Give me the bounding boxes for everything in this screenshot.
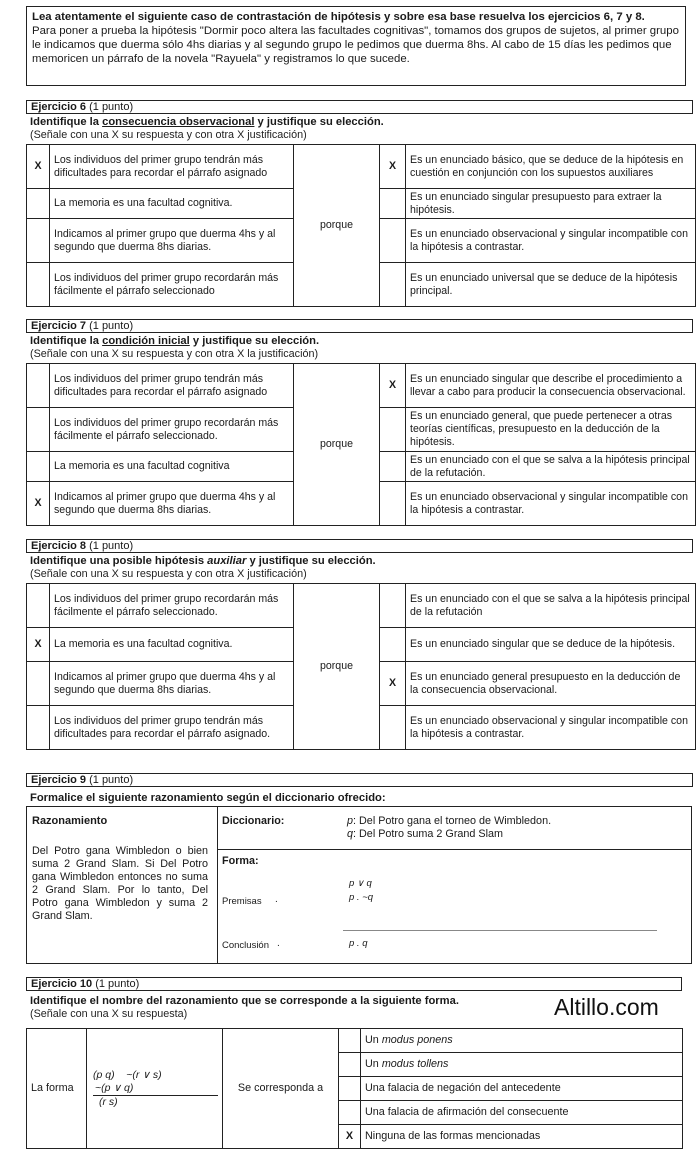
ex9-title: Ejercicio 9 xyxy=(31,774,87,786)
ex8-left-option: Los individuos del primer grupo tendrán más dificultades para recordar el párrafo asignado. xyxy=(50,706,294,750)
ex8-right-mark[interactable] xyxy=(380,584,406,628)
dict-entry xyxy=(347,815,551,828)
intro-body: Para poner a prueba la hipótesis "Dormir poco altera las facultades cognitivas", tomamos dos grupos de sujetos, al primer grupo le indicamos que duerma sólo 4hs diarias y al segundo grupo le pedimos que duerma 8hs. Al cabo de 15 días les pedimos que memoricen un párrafo de la novela "Rayuela" y registramos lo que sucede. xyxy=(32,25,679,65)
ex7-right-option: Es un enunciado general, que puede pertenecer a otras teorías científicas, presupuesto en la deducción de la hipótesis. xyxy=(406,408,696,452)
ex6-left-option: Los individuos del primer grupo recordarán más fácilmente el párrafo seleccionado xyxy=(50,263,294,307)
ex6-question xyxy=(30,116,384,129)
option-mark[interactable] xyxy=(339,1029,361,1053)
option-text: Un xyxy=(365,1034,382,1046)
option-em: modus tollens xyxy=(381,1058,449,1070)
ex10-title: Ejercicio 10 xyxy=(31,978,93,990)
ex7-subtitle: (Señale con una X su respuesta y con otra X la justificación) xyxy=(30,348,319,360)
conclusion-dot: . xyxy=(277,938,280,949)
ex8-right-mark[interactable] xyxy=(380,706,406,750)
altillo-logo[interactable]: Altillo.com xyxy=(554,994,659,1020)
ex8-right-option: Es un enunciado observacional y singular incompatible con la hipótesis a contrastar. xyxy=(406,706,696,750)
option-mark[interactable] xyxy=(339,1077,361,1101)
ex7-left-mark[interactable] xyxy=(27,408,50,452)
option-label: Una falacia de negación del antecedente xyxy=(361,1077,683,1101)
ex8-q-pre: Identifique una posible hipótesis xyxy=(30,555,208,567)
option-em: modus ponens xyxy=(381,1034,453,1046)
ex8-right-mark[interactable] xyxy=(380,628,406,662)
ex6-left-mark[interactable] xyxy=(27,189,50,219)
ex10-points: (1 punto) xyxy=(92,978,140,990)
razonamiento-label: Razonamiento xyxy=(32,815,108,827)
ex7-title: Ejercicio 7 xyxy=(31,320,87,332)
la-forma-label: La forma xyxy=(27,1029,87,1149)
ex8-connector: porque xyxy=(294,584,380,750)
ex8-right-option: Es un enunciado singular que se deduce de la hipótesis. xyxy=(406,628,696,662)
ex9-instructions xyxy=(30,792,386,805)
ex7-left-mark[interactable]: X xyxy=(27,482,50,526)
ex6-title: Ejercicio 6 xyxy=(31,101,87,113)
ex6-q-post: y justifique su elección. xyxy=(254,116,384,128)
ex7-left-mark[interactable] xyxy=(27,364,50,408)
ex6-left-option: Indicamos al primer grupo que duerma 4hs y al segundo que duerma 8hs diarias. xyxy=(50,219,294,263)
ex6-instructions xyxy=(30,116,384,142)
ex7-left-option: La memoria es una facultad cognitiva xyxy=(50,452,294,482)
ex8-points: (1 punto) xyxy=(86,540,134,552)
ex8-right-option: Es un enunciado con el que se salva a la hipótesis principal de la refutación xyxy=(406,584,696,628)
formula-line-3: (r s) xyxy=(99,1095,118,1108)
ex8-left-option: Los individuos del primer grupo recordarán más fácilmente el párrafo seleccionado. xyxy=(50,584,294,628)
ex6-right-option: Es un enunciado básico, que se deduce de la hipótesis en cuestión en conjunción con los supuestos auxiliares xyxy=(406,145,696,189)
ex10-table xyxy=(26,1028,683,1149)
ex10-subtitle: (Señale con una X su respuesta) xyxy=(30,1008,188,1020)
intro-box xyxy=(26,6,686,86)
ex10-instructions xyxy=(30,995,459,1021)
ex9-question: Formalice el siguiente razonamiento según el diccionario ofrecido: xyxy=(30,792,386,804)
ex6-left-mark[interactable]: X xyxy=(27,145,50,189)
formula-1b: ~(r ∨ s) xyxy=(126,1068,162,1081)
ex6-right-mark[interactable]: X xyxy=(380,145,406,189)
formula-line-1 xyxy=(93,1069,218,1082)
ex7-left-option: Indicamos al primer grupo que duerma 4hs y al segundo que duerma 8hs diarias. xyxy=(50,482,294,526)
dict-text: : Del Potro gana el torneo de Wimbledon. xyxy=(353,815,552,827)
ex8-question xyxy=(30,555,376,568)
ex6-right-option: Es un enunciado observacional y singular incompatible con la hipótesis a contrastar. xyxy=(406,219,696,263)
ex7-right-mark[interactable] xyxy=(380,408,406,452)
premisas-dot: . xyxy=(275,894,278,905)
ex8-left-mark[interactable] xyxy=(27,662,50,706)
conclusion-line xyxy=(343,930,657,931)
diccionario-label: Diccionario: xyxy=(222,815,285,827)
formula-cell xyxy=(87,1029,223,1149)
ex7-question xyxy=(30,335,319,348)
ex10-question: Identifique el nombre del razonamiento que se corresponde a la siguiente forma. xyxy=(30,995,459,1007)
ex7-left-option: Los individuos del primer grupo tendrán más dificultades para recordar el párrafo asignado xyxy=(50,364,294,408)
ex7-q-key: condición inicial xyxy=(102,335,190,347)
se-corresponde-label: Se corresponda a xyxy=(223,1029,339,1149)
ex6-header xyxy=(26,100,693,114)
ex8-subtitle: (Señale con una X su respuesta y con otra X justificación) xyxy=(30,568,307,580)
ex8-header xyxy=(26,539,693,553)
ex7-right-mark[interactable]: X xyxy=(380,364,406,408)
razonamiento-text: Del Potro gana Wimbledon o bien suma 2 Grand Slam. Si Del Potro gana Wimbledon entonces no suma 2 Grand Slam. Por lo tanto, Del Potro gana Wimbledon y suma 2 Grand Slam. xyxy=(32,845,208,922)
dict-var: q xyxy=(347,828,354,840)
option-label xyxy=(361,1053,683,1077)
option-label xyxy=(361,1029,683,1053)
ex7-right-mark[interactable] xyxy=(380,482,406,526)
forma-label: Forma: xyxy=(222,855,259,867)
conclusion-label: Conclusión xyxy=(222,940,269,951)
ex6-left-mark[interactable] xyxy=(27,219,50,263)
ex8-left-mark[interactable] xyxy=(27,584,50,628)
formula-1a: (p q) xyxy=(93,1068,115,1081)
ex6-right-mark[interactable] xyxy=(380,189,406,219)
formula-line-2: ~(p ∨ q) xyxy=(93,1082,218,1096)
option-mark[interactable] xyxy=(339,1101,361,1125)
ex8-right-mark[interactable]: X xyxy=(380,662,406,706)
ex9-header xyxy=(26,773,693,787)
option-mark[interactable] xyxy=(339,1053,361,1077)
ex7-right-option: Es un enunciado con el que se salva a la hipótesis principal de la refutación. xyxy=(406,452,696,482)
ex7-connector: porque xyxy=(294,364,380,526)
ex9-divider-horizontal xyxy=(217,849,691,850)
ex8-q-key: auxiliar xyxy=(207,555,247,567)
ex7-header xyxy=(26,319,693,333)
ex8-title: Ejercicio 8 xyxy=(31,540,87,552)
ex7-right-option: Es un enunciado observacional y singular incompatible con la hipótesis a contrastar. xyxy=(406,482,696,526)
ex7-q-post: y justifique su elección. xyxy=(189,335,320,347)
intro-lead: Lea atentamente el siguiente caso de contrastación de hipótesis y sobre esa base resuelva los ejercicios 6, 7 y 8. xyxy=(32,11,645,23)
ex9-box xyxy=(26,806,692,964)
ex7-left-mark[interactable] xyxy=(27,452,50,482)
dict-var: p xyxy=(347,815,354,827)
ex10-header xyxy=(26,977,682,991)
ex7-right-option: Es un enunciado singular que describe el procedimiento a llevar a cabo para producir la consecuencia observacional. xyxy=(406,364,696,408)
ex7-table xyxy=(26,363,696,526)
ex6-connector: porque xyxy=(294,145,380,307)
ex6-right-mark[interactable] xyxy=(380,263,406,307)
premisas-label: Premisas xyxy=(222,896,262,907)
ex8-instructions xyxy=(30,555,376,581)
ex6-right-mark[interactable] xyxy=(380,219,406,263)
ex7-instructions xyxy=(30,335,319,361)
ex8-left-mark[interactable]: X xyxy=(27,628,50,662)
ex7-q-pre: Identifique la xyxy=(30,335,103,347)
ex7-points: (1 punto) xyxy=(86,320,134,332)
ex6-points: (1 punto) xyxy=(86,101,134,113)
ex8-left-mark[interactable] xyxy=(27,706,50,750)
dict-text: : Del Potro suma 2 Grand Slam xyxy=(353,828,504,840)
ex9-points: (1 punto) xyxy=(86,774,134,786)
dict-entry xyxy=(347,828,503,841)
premisa-2[interactable]: p . ~q xyxy=(349,892,374,903)
ex7-right-mark[interactable] xyxy=(380,452,406,482)
ex8-table xyxy=(26,583,696,750)
ex8-left-option: La memoria es una facultad cognitiva. xyxy=(50,628,294,662)
ex8-q-post: y justifique su elección. xyxy=(246,555,376,567)
ex6-q-key: consecuencia observacional xyxy=(102,116,255,128)
ex7-left-option: Los individuos del primer grupo recordarán más fácilmente el párrafo seleccionado. xyxy=(50,408,294,452)
option-label: Ninguna de las formas mencionadas xyxy=(361,1125,683,1149)
premisa-1[interactable]: p ∨ q xyxy=(349,878,372,889)
option-label: Una falacia de afirmación del consecuente xyxy=(361,1101,683,1125)
ex6-right-option: Es un enunciado singular presupuesto para extraer la hipótesis. xyxy=(406,189,696,219)
ex6-right-option: Es un enunciado universal que se deduce de la hipótesis principal. xyxy=(406,263,696,307)
option-mark[interactable]: X xyxy=(339,1125,361,1149)
ex9-divider-vertical xyxy=(217,807,218,963)
ex6-left-option: Los individuos del primer grupo tendrán más dificultades para recordar el párrafo asignado xyxy=(50,145,294,189)
ex6-left-mark[interactable] xyxy=(27,263,50,307)
ex8-right-option: Es un enunciado general presupuesto en la deducción de la consecuencia observacional. xyxy=(406,662,696,706)
option-text: Un xyxy=(365,1058,382,1070)
ex6-subtitle: (Señale con una X su respuesta y con otra X justificación) xyxy=(30,129,307,141)
ex6-q-pre: Identifique la xyxy=(30,116,103,128)
ex8-left-option: Indicamos al primer grupo que duerma 4hs y al segundo que duerma 8hs diarias. xyxy=(50,662,294,706)
conclusion-formula[interactable]: p . q xyxy=(349,938,368,949)
ex6-left-option: La memoria es una facultad cognitiva. xyxy=(50,189,294,219)
ex6-table xyxy=(26,144,696,307)
